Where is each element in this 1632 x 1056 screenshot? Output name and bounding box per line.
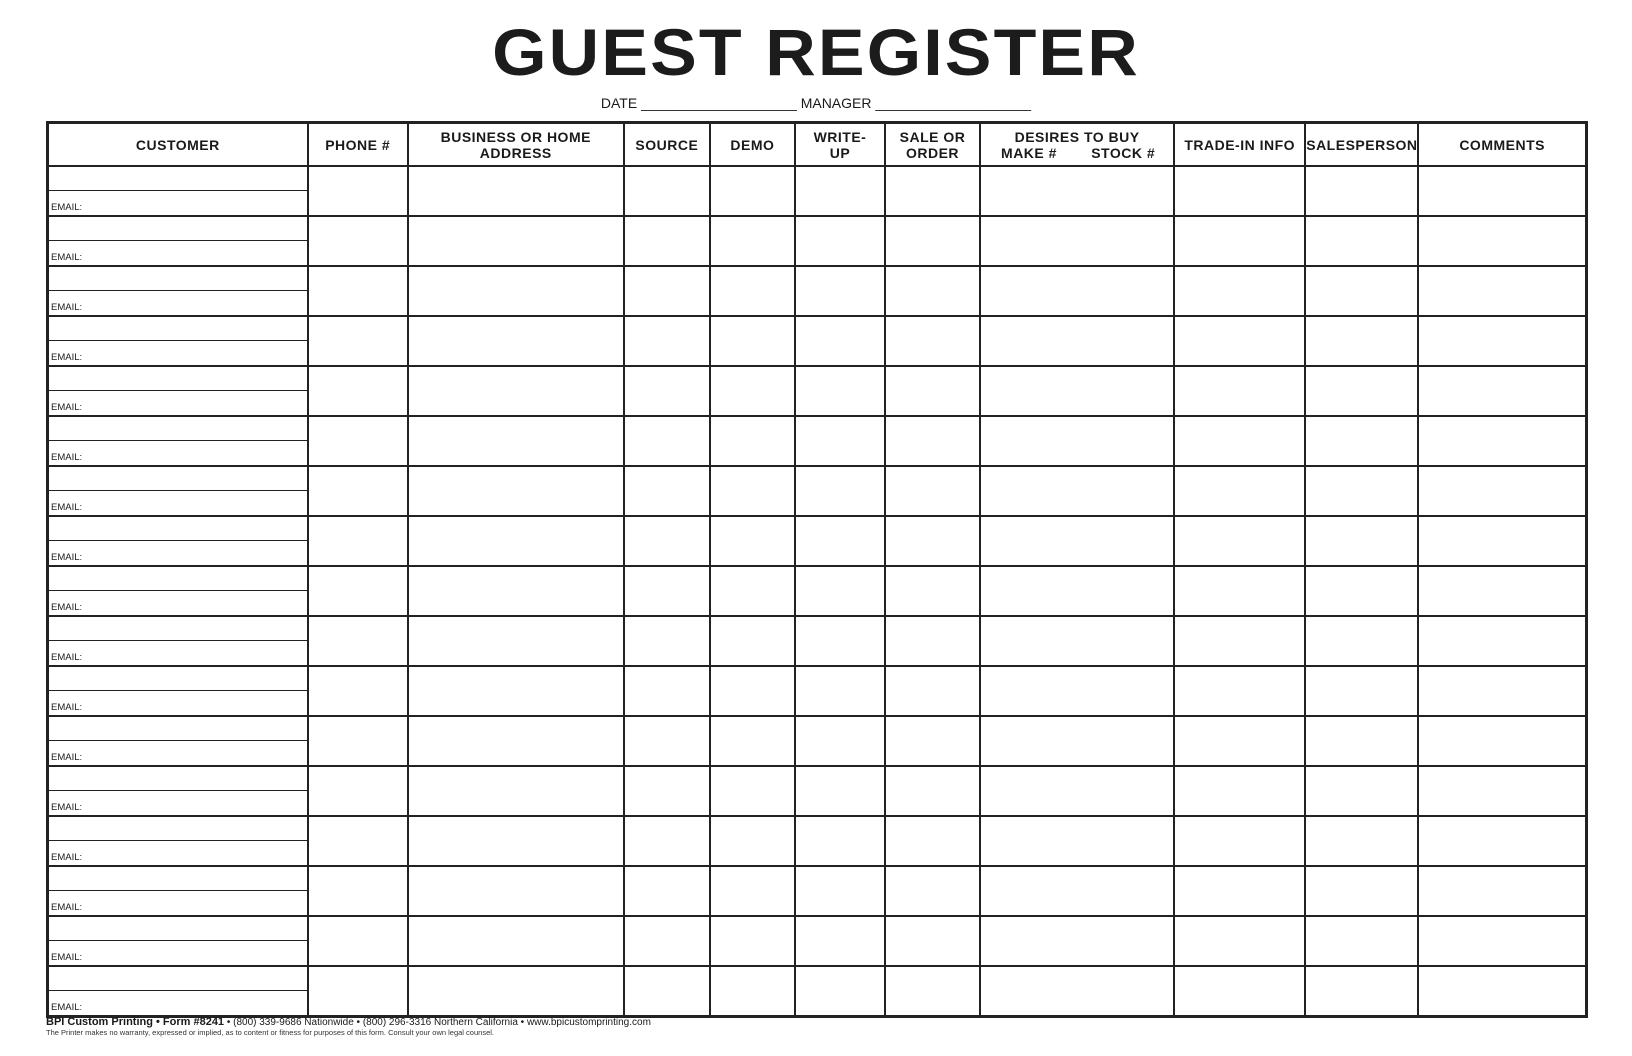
- desires-to-buy-cell[interactable]: [980, 716, 1174, 766]
- demo-cell[interactable]: [710, 616, 795, 666]
- comments-cell[interactable]: [1418, 716, 1586, 766]
- write-up-cell[interactable]: [795, 266, 885, 316]
- table-row: [48, 816, 1587, 866]
- customer-email-line[interactable]: [49, 541, 307, 565]
- source-cell[interactable]: [624, 966, 710, 1017]
- customer-cell[interactable]: [48, 716, 308, 766]
- write-up-cell[interactable]: [795, 766, 885, 816]
- demo-cell[interactable]: [710, 966, 795, 1017]
- demo-cell[interactable]: [710, 766, 795, 816]
- phone-cell[interactable]: [308, 516, 408, 566]
- write-up-cell[interactable]: [795, 866, 885, 916]
- customer-name-line[interactable]: [49, 567, 307, 591]
- email-label: EMAIL:: [51, 902, 83, 913]
- desires-to-buy-cell[interactable]: [980, 866, 1174, 916]
- email-label: EMAIL:: [51, 402, 83, 413]
- customer-cell[interactable]: [48, 916, 308, 966]
- source-cell[interactable]: [624, 316, 710, 366]
- address-cell[interactable]: [408, 416, 624, 466]
- address-cell[interactable]: [408, 666, 624, 716]
- sale-or-order-cell[interactable]: [885, 566, 980, 616]
- address-cell[interactable]: [408, 866, 624, 916]
- source-cell[interactable]: [624, 816, 710, 866]
- customer-cell[interactable]: [48, 316, 308, 366]
- header-make: MAKE #: [1001, 144, 1057, 161]
- customer-name-line[interactable]: [49, 267, 307, 291]
- table-row: [48, 716, 1587, 766]
- trade-in-info-cell[interactable]: [1174, 266, 1305, 316]
- source-cell[interactable]: [624, 416, 710, 466]
- customer-email-line[interactable]: [49, 941, 307, 965]
- demo-cell[interactable]: [710, 216, 795, 266]
- customer-cell[interactable]: [48, 216, 308, 266]
- header-write-up: WRITE- UP: [795, 123, 885, 167]
- salesperson-cell[interactable]: [1305, 416, 1418, 466]
- sale-or-order-cell[interactable]: [885, 766, 980, 816]
- write-up-cell[interactable]: [795, 816, 885, 866]
- address-cell[interactable]: [408, 716, 624, 766]
- email-label: EMAIL:: [51, 502, 83, 513]
- demo-cell[interactable]: [710, 916, 795, 966]
- trade-in-info-cell[interactable]: [1174, 816, 1305, 866]
- email-label: EMAIL:: [51, 1002, 83, 1013]
- salesperson-cell[interactable]: [1305, 366, 1418, 416]
- desires-to-buy-cell[interactable]: [980, 416, 1174, 466]
- customer-email-line[interactable]: [49, 191, 307, 215]
- footer-disclaimer: The Printer makes no warranty, expressed or implied, as to content or fitness for purposes of this form. Consult your own legal counsel.: [46, 1028, 494, 1037]
- trade-in-info-cell[interactable]: [1174, 166, 1305, 216]
- customer-email-line[interactable]: [49, 841, 307, 865]
- customer-email-line[interactable]: [49, 491, 307, 515]
- customer-cell[interactable]: [48, 666, 308, 716]
- write-up-cell[interactable]: [795, 316, 885, 366]
- guest-register-table: [46, 121, 1588, 1018]
- customer-name-line[interactable]: [49, 517, 307, 541]
- customer-email-line[interactable]: [49, 591, 307, 615]
- desires-to-buy-cell[interactable]: [980, 466, 1174, 516]
- trade-in-info-cell[interactable]: [1174, 616, 1305, 666]
- trade-in-info-cell[interactable]: [1174, 416, 1305, 466]
- source-cell[interactable]: [624, 866, 710, 916]
- customer-cell[interactable]: [48, 966, 308, 1017]
- email-label: EMAIL:: [51, 452, 83, 463]
- date-manager-line: DATE ____________________ MANAGER ____________________: [600, 95, 1032, 111]
- customer-name-line[interactable]: [49, 717, 307, 741]
- header-desires-to-buy: DESIRES TO BUY MAKE # STOCK #: [980, 123, 1174, 167]
- comments-cell[interactable]: [1418, 916, 1586, 966]
- salesperson-cell[interactable]: [1305, 766, 1418, 816]
- source-cell[interactable]: [624, 266, 710, 316]
- email-label: EMAIL:: [51, 552, 83, 563]
- desires-to-buy-cell[interactable]: [980, 366, 1174, 416]
- customer-email-line[interactable]: [49, 391, 307, 415]
- customer-cell[interactable]: [48, 366, 308, 416]
- sale-or-order-cell[interactable]: [885, 316, 980, 366]
- customer-email-line[interactable]: [49, 991, 307, 1015]
- email-label: EMAIL:: [51, 952, 83, 963]
- address-cell[interactable]: [408, 466, 624, 516]
- write-up-cell[interactable]: [795, 416, 885, 466]
- trade-in-info-cell[interactable]: [1174, 666, 1305, 716]
- write-up-cell[interactable]: [795, 666, 885, 716]
- address-cell[interactable]: [408, 966, 624, 1017]
- customer-email-line[interactable]: [49, 341, 307, 365]
- write-up-cell[interactable]: [795, 216, 885, 266]
- email-label: EMAIL:: [51, 702, 83, 713]
- customer-name-line[interactable]: [49, 617, 307, 641]
- address-cell[interactable]: [408, 366, 624, 416]
- phone-cell[interactable]: [308, 216, 408, 266]
- comments-cell[interactable]: [1418, 666, 1586, 716]
- desires-to-buy-cell[interactable]: [980, 966, 1174, 1017]
- salesperson-cell[interactable]: [1305, 916, 1418, 966]
- customer-name-line[interactable]: [49, 217, 307, 241]
- address-cell[interactable]: [408, 916, 624, 966]
- write-up-cell[interactable]: [795, 916, 885, 966]
- demo-cell[interactable]: [710, 816, 795, 866]
- email-label: EMAIL:: [51, 802, 83, 813]
- address-cell[interactable]: [408, 516, 624, 566]
- sale-or-order-cell[interactable]: [885, 966, 980, 1017]
- desires-to-buy-cell[interactable]: [980, 666, 1174, 716]
- footer: [46, 1017, 651, 1037]
- demo-cell[interactable]: [710, 166, 795, 216]
- demo-cell[interactable]: [710, 316, 795, 366]
- comments-cell[interactable]: [1418, 466, 1586, 516]
- table-row: [48, 916, 1587, 966]
- comments-cell[interactable]: [1418, 566, 1586, 616]
- email-label: EMAIL:: [51, 352, 83, 363]
- desires-to-buy-cell[interactable]: [980, 566, 1174, 616]
- customer-cell[interactable]: [48, 566, 308, 616]
- salesperson-cell[interactable]: [1305, 566, 1418, 616]
- table-row: [48, 466, 1587, 516]
- phone-cell[interactable]: [308, 366, 408, 416]
- customer-name-line[interactable]: [49, 467, 307, 491]
- sale-or-order-cell[interactable]: [885, 866, 980, 916]
- comments-cell[interactable]: [1418, 616, 1586, 666]
- salesperson-cell[interactable]: [1305, 866, 1418, 916]
- demo-cell[interactable]: [710, 366, 795, 416]
- write-up-cell[interactable]: [795, 716, 885, 766]
- customer-email-line[interactable]: [49, 641, 307, 665]
- header-address: BUSINESS OR HOME ADDRESS: [408, 123, 624, 167]
- sale-or-order-cell[interactable]: [885, 616, 980, 666]
- desires-to-buy-cell[interactable]: [980, 216, 1174, 266]
- comments-cell[interactable]: [1418, 366, 1586, 416]
- customer-name-line[interactable]: [49, 767, 307, 791]
- trade-in-info-cell[interactable]: [1174, 566, 1305, 616]
- table-row: [48, 616, 1587, 666]
- customer-cell[interactable]: [48, 516, 308, 566]
- table-row: [48, 166, 1587, 216]
- email-label: EMAIL:: [51, 302, 83, 313]
- source-cell[interactable]: [624, 566, 710, 616]
- source-cell[interactable]: [624, 466, 710, 516]
- table-row: [48, 266, 1587, 316]
- address-cell[interactable]: [408, 616, 624, 666]
- source-cell[interactable]: [624, 616, 710, 666]
- customer-name-line[interactable]: [49, 817, 307, 841]
- customer-cell[interactable]: [48, 266, 308, 316]
- phone-cell[interactable]: [308, 416, 408, 466]
- demo-cell[interactable]: [710, 866, 795, 916]
- table-row: [48, 866, 1587, 916]
- customer-name-line[interactable]: [49, 917, 307, 941]
- phone-cell[interactable]: [308, 466, 408, 516]
- trade-in-info-cell[interactable]: [1174, 216, 1305, 266]
- trade-in-info-cell[interactable]: [1174, 466, 1305, 516]
- demo-cell[interactable]: [710, 466, 795, 516]
- table-row: [48, 766, 1587, 816]
- customer-cell[interactable]: [48, 866, 308, 916]
- customer-email-line[interactable]: [49, 691, 307, 715]
- demo-cell[interactable]: [710, 516, 795, 566]
- trade-in-info-cell[interactable]: [1174, 916, 1305, 966]
- customer-cell[interactable]: [48, 766, 308, 816]
- salesperson-cell[interactable]: [1305, 316, 1418, 366]
- header-sale-or-order: SALE OR ORDER: [885, 123, 980, 167]
- trade-in-info-cell[interactable]: [1174, 766, 1305, 816]
- comments-cell[interactable]: [1418, 866, 1586, 916]
- header-trade-in-info: TRADE-IN INFO: [1174, 123, 1305, 167]
- header-row: [48, 123, 1587, 167]
- phone-cell[interactable]: [308, 816, 408, 866]
- write-up-cell[interactable]: [795, 616, 885, 666]
- header-phone: PHONE #: [308, 123, 408, 167]
- phone-cell[interactable]: [308, 716, 408, 766]
- address-cell[interactable]: [408, 766, 624, 816]
- write-up-cell[interactable]: [795, 466, 885, 516]
- address-cell[interactable]: [408, 216, 624, 266]
- email-label: EMAIL:: [51, 852, 83, 863]
- sale-or-order-cell[interactable]: [885, 216, 980, 266]
- customer-email-line[interactable]: [49, 291, 307, 315]
- write-up-cell[interactable]: [795, 366, 885, 416]
- salesperson-cell[interactable]: [1305, 166, 1418, 216]
- customer-cell[interactable]: [48, 816, 308, 866]
- phone-cell[interactable]: [308, 566, 408, 616]
- desires-to-buy-cell[interactable]: [980, 816, 1174, 866]
- desires-to-buy-cell[interactable]: [980, 166, 1174, 216]
- phone-cell[interactable]: [308, 666, 408, 716]
- address-cell[interactable]: [408, 566, 624, 616]
- salesperson-cell[interactable]: [1305, 966, 1418, 1017]
- sale-or-order-cell[interactable]: [885, 816, 980, 866]
- customer-name-line[interactable]: [49, 967, 307, 991]
- demo-cell[interactable]: [710, 416, 795, 466]
- customer-email-line[interactable]: [49, 741, 307, 765]
- customer-name-line[interactable]: [49, 417, 307, 441]
- demo-cell[interactable]: [710, 666, 795, 716]
- customer-name-line[interactable]: [49, 867, 307, 891]
- table-row: [48, 516, 1587, 566]
- source-cell[interactable]: [624, 666, 710, 716]
- phone-cell[interactable]: [308, 166, 408, 216]
- desires-to-buy-cell[interactable]: [980, 616, 1174, 666]
- salesperson-cell[interactable]: [1305, 816, 1418, 866]
- address-cell[interactable]: [408, 166, 624, 216]
- sale-or-order-cell[interactable]: [885, 516, 980, 566]
- phone-cell[interactable]: [308, 866, 408, 916]
- salesperson-cell[interactable]: [1305, 516, 1418, 566]
- customer-email-line[interactable]: [49, 791, 307, 815]
- email-label: EMAIL:: [51, 602, 83, 613]
- sale-or-order-cell[interactable]: [885, 916, 980, 966]
- header-stock: STOCK #: [1091, 144, 1156, 161]
- customer-email-line[interactable]: [49, 241, 307, 265]
- comments-cell[interactable]: [1418, 816, 1586, 866]
- header-comments: COMMENTS: [1418, 123, 1586, 167]
- comments-cell[interactable]: [1418, 316, 1586, 366]
- table-row: [48, 316, 1587, 366]
- desires-to-buy-cell[interactable]: [980, 316, 1174, 366]
- sale-or-order-cell[interactable]: [885, 416, 980, 466]
- email-label: EMAIL:: [51, 252, 83, 263]
- write-up-cell[interactable]: [795, 166, 885, 216]
- desires-to-buy-cell[interactable]: [980, 266, 1174, 316]
- sale-or-order-cell[interactable]: [885, 716, 980, 766]
- write-up-cell[interactable]: [795, 966, 885, 1017]
- email-label: EMAIL:: [51, 202, 83, 213]
- salesperson-cell[interactable]: [1305, 466, 1418, 516]
- customer-email-line[interactable]: [49, 891, 307, 915]
- trade-in-info-cell[interactable]: [1174, 366, 1305, 416]
- trade-in-info-cell[interactable]: [1174, 716, 1305, 766]
- trade-in-info-cell[interactable]: [1174, 866, 1305, 916]
- header-demo: DEMO: [710, 123, 795, 167]
- salesperson-cell[interactable]: [1305, 266, 1418, 316]
- header-customer: CUSTOMER: [48, 123, 308, 167]
- table-row: [48, 416, 1587, 466]
- desires-to-buy-cell[interactable]: [980, 766, 1174, 816]
- page-title: GUEST REGISTER: [492, 15, 1140, 89]
- desires-to-buy-cell[interactable]: [980, 516, 1174, 566]
- table-row: [48, 366, 1587, 416]
- header-source: SOURCE: [624, 123, 710, 167]
- salesperson-cell[interactable]: [1305, 216, 1418, 266]
- source-cell[interactable]: [624, 516, 710, 566]
- sale-or-order-cell[interactable]: [885, 466, 980, 516]
- demo-cell[interactable]: [710, 266, 795, 316]
- phone-cell[interactable]: [308, 916, 408, 966]
- write-up-cell[interactable]: [795, 516, 885, 566]
- sale-or-order-cell[interactable]: [885, 166, 980, 216]
- sale-or-order-cell[interactable]: [885, 366, 980, 416]
- table-row: [48, 566, 1587, 616]
- source-cell[interactable]: [624, 166, 710, 216]
- customer-name-line[interactable]: [49, 317, 307, 341]
- address-cell[interactable]: [408, 816, 624, 866]
- customer-name-line[interactable]: [49, 667, 307, 691]
- salesperson-cell[interactable]: [1305, 616, 1418, 666]
- customer-email-line[interactable]: [49, 441, 307, 465]
- footer-contact: • (800) 339-9686 Nationwide • (800) 296-3316 Northern California • www.bpicustomprinting.com: [224, 1017, 651, 1028]
- trade-in-info-cell[interactable]: [1174, 516, 1305, 566]
- comments-cell[interactable]: [1418, 266, 1586, 316]
- address-cell[interactable]: [408, 316, 624, 366]
- address-cell[interactable]: [408, 266, 624, 316]
- comments-cell[interactable]: [1418, 516, 1586, 566]
- footer-brand: BPI Custom Printing • Form #8241: [46, 1016, 225, 1028]
- trade-in-info-cell[interactable]: [1174, 966, 1305, 1017]
- customer-name-line[interactable]: [49, 367, 307, 391]
- customer-cell[interactable]: [48, 616, 308, 666]
- customer-cell[interactable]: [48, 416, 308, 466]
- table-row: [48, 216, 1587, 266]
- comments-cell[interactable]: [1418, 416, 1586, 466]
- customer-name-line[interactable]: [49, 167, 307, 191]
- write-up-cell[interactable]: [795, 566, 885, 616]
- source-cell[interactable]: [624, 716, 710, 766]
- table-row: [48, 966, 1587, 1017]
- table-row: [48, 666, 1587, 716]
- source-cell[interactable]: [624, 916, 710, 966]
- comments-cell[interactable]: [1418, 166, 1586, 216]
- customer-cell[interactable]: [48, 466, 308, 516]
- source-cell[interactable]: [624, 366, 710, 416]
- source-cell[interactable]: [624, 216, 710, 266]
- sale-or-order-cell[interactable]: [885, 666, 980, 716]
- phone-cell[interactable]: [308, 766, 408, 816]
- desires-to-buy-cell[interactable]: [980, 916, 1174, 966]
- demo-cell[interactable]: [710, 716, 795, 766]
- demo-cell[interactable]: [710, 566, 795, 616]
- comments-cell[interactable]: [1418, 766, 1586, 816]
- trade-in-info-cell[interactable]: [1174, 316, 1305, 366]
- comments-cell[interactable]: [1418, 216, 1586, 266]
- comments-cell[interactable]: [1418, 966, 1586, 1017]
- phone-cell[interactable]: [308, 616, 408, 666]
- phone-cell[interactable]: [308, 266, 408, 316]
- email-label: EMAIL:: [51, 652, 83, 663]
- sale-or-order-cell[interactable]: [885, 266, 980, 316]
- source-cell[interactable]: [624, 766, 710, 816]
- salesperson-cell[interactable]: [1305, 666, 1418, 716]
- customer-cell[interactable]: [48, 166, 308, 216]
- salesperson-cell[interactable]: [1305, 716, 1418, 766]
- header-salesperson: SALESPERSON: [1305, 123, 1418, 167]
- phone-cell[interactable]: [308, 316, 408, 366]
- phone-cell[interactable]: [308, 966, 408, 1017]
- email-label: EMAIL:: [51, 752, 83, 763]
